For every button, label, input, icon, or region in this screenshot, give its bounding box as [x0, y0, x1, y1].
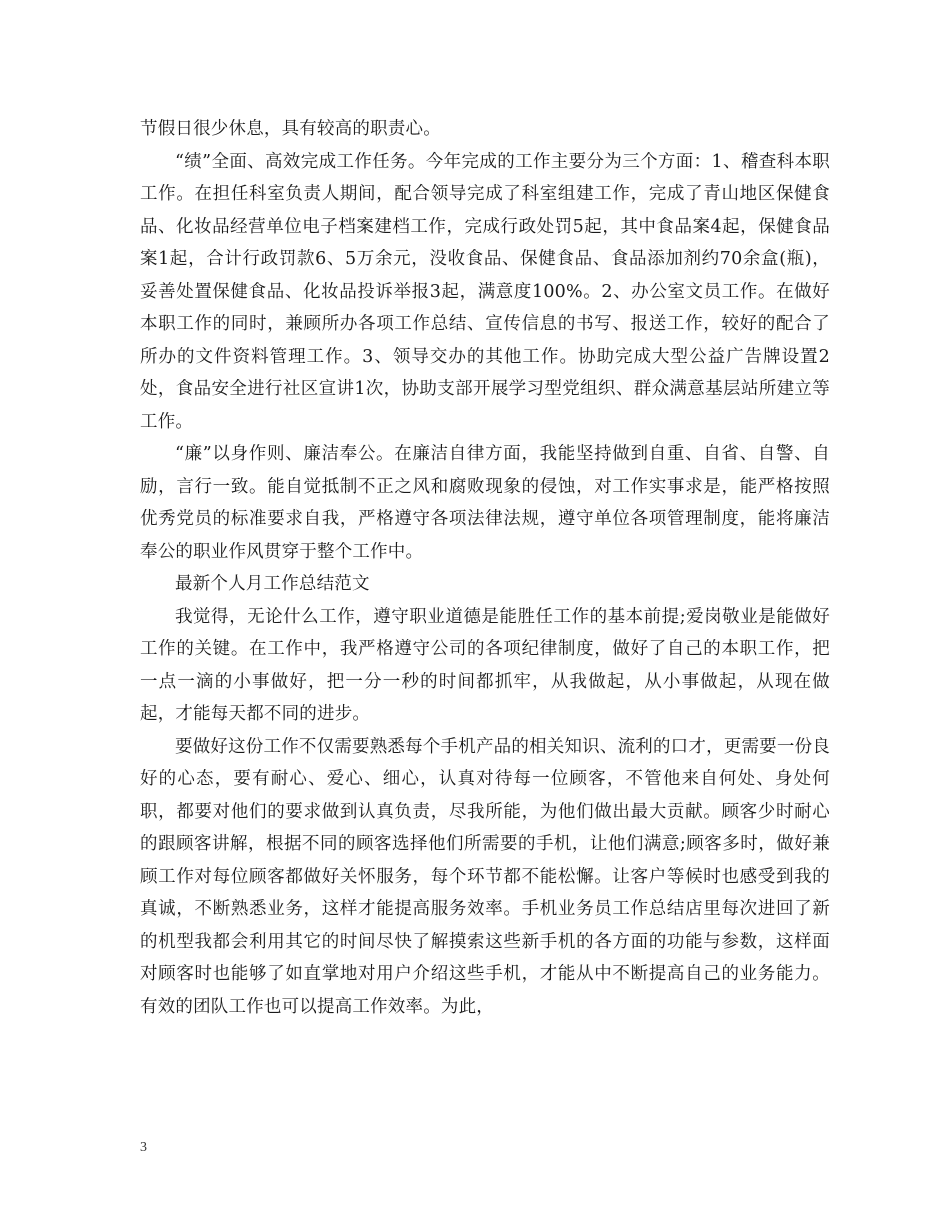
paragraph-3: “廉”以身作则、廉洁奉公。在廉洁自律方面，我能坚持做到自重、自省、自警、自励，言行一致。能自觉抵制不正之风和腐败现象的侵蚀，对工作实事求是，能严格按照优秀党员的标准要求自我，严格遵守各项法律法规，遵守单位各项管理制度，能将廉洁奉公的职业作风贯穿于整个工作中。 [140, 444, 830, 562]
section-heading: 最新个人月工作总结范文 [175, 574, 370, 594]
paragraph-6: 要做好这份工作不仅需要熟悉每个手机产品的相关知识、流利的口才，更需要一份良好的心态，要有耐心、爱心、细心，认真对待每一位顾客，不管他来自何处、身处何职，都要对他们的要求做到认真负责，尽我所能，为他们做出最大贡献。顾客少时耐心的跟顾客讲解，根据不同的顾客选择他们所需要的手机，让他们满意;顾客多时，做好兼顾工作对每位顾客都做好关怀服务，每个环节都不能松懈。让客户等候时也感受到我的真诚，不断熟悉业务，这样才能提高服务效率。手机业务员工作总结店里每次进回了新的机型我都会利用其它的时间尽快了解摸索这些新手机的各方面的功能与参数，这样面对顾客时也能够了如直掌地对用户介绍这些手机，才能从中不断提高自己的业务能力。 有效的团队工作也可以提高工作效率。为此， [140, 736, 830, 1017]
paragraph-2: “绩”全面、高效完成工作任务。今年完成的工作主要分为三个方面：1、稽查科本职工作。在担任科室负责人期间，配合领导完成了科室组建工作，完成了青山地区保健食品、化妆品经营单位电子档案建档工作，完成行政处罚5起，其中食品案4起，保健食品案1起，合计行政罚款6、5万余元，没收食品、保健食品、食品添加剂约70余盒(瓶)，妥善处置保健食品、化妆品投诉举报3起，满意度100%。2、办公室文员工作。在做好本职工作的同时，兼顾所办各项工作总结、宣传信息的书写、报送工作，较好的配合了所办的文件资料管理工作。3、领导交办的其他工作。协助完成大型公益广告牌设置2处，食品安全进行社区宣讲1次，协助支部开展学习型党组织、群众满意基层站所建立等工作。 [140, 151, 830, 432]
document-body [140, 113, 830, 1023]
paragraph-5: 我觉得，无论什么工作，遵守职业道德是能胜任工作的基本前提;爱岗敬业是能做好工作的关键。在工作中，我严格遵守公司的各项纪律制度，做好了自己的本职工作，把一点一滴的小事做好，把一分一秒的时间都抓牢，从我做起，从小事做起，从现在做起，才能每天都不同的进步。 [140, 606, 830, 724]
paragraph-1: 节假日很少休息，具有较高的职责心。 [140, 119, 441, 139]
page-number: 3 [140, 1140, 147, 1155]
